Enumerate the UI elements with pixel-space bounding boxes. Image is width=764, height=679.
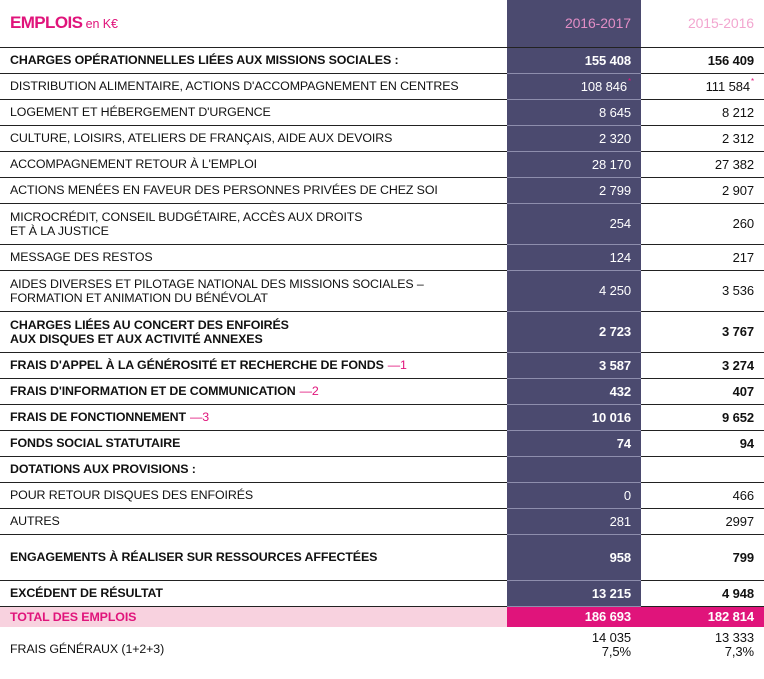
value-previous: 2 312 bbox=[641, 125, 764, 151]
value-previous: 217 bbox=[641, 244, 764, 270]
row-label: EXCÉDENT DE RÉSULTAT bbox=[0, 580, 507, 606]
footnote-marker: * bbox=[627, 76, 631, 86]
value-previous: 156 409 bbox=[641, 47, 764, 73]
table-row bbox=[0, 73, 764, 99]
column-header-current: 2016-2017 bbox=[564, 15, 631, 32]
table-row bbox=[0, 47, 764, 73]
value-previous bbox=[641, 456, 764, 482]
row-label: CHARGES OPÉRATIONNELLES LIÉES AUX MISSIONS SOCIALES : bbox=[0, 47, 507, 73]
value-current: 0 bbox=[507, 482, 641, 508]
value-current: 108 846 bbox=[580, 78, 627, 94]
table-row bbox=[0, 508, 764, 534]
value-current: 2 799 bbox=[507, 177, 641, 203]
table-row bbox=[0, 151, 764, 177]
value-current: 3 587 bbox=[507, 352, 641, 378]
row-label: LOGEMENT ET HÉBERGEMENT D'URGENCE bbox=[0, 99, 507, 125]
value-current: 124 bbox=[507, 244, 641, 270]
row-label: AUTRES bbox=[0, 508, 507, 534]
value-previous: 2997 bbox=[641, 508, 764, 534]
value-current: 13 215 bbox=[507, 580, 641, 606]
table-row bbox=[0, 311, 764, 352]
table-row bbox=[0, 177, 764, 203]
general-costs-current-pct: 7,5% bbox=[601, 644, 631, 659]
table-row bbox=[0, 352, 764, 378]
value-previous: 4 948 bbox=[641, 580, 764, 606]
general-costs-current: 14 035 bbox=[591, 630, 631, 645]
row-label-line2: FORMATION ET ANIMATION DU BÉNÉVOLAT bbox=[10, 290, 268, 305]
table-row bbox=[0, 580, 764, 606]
general-costs-label: FRAIS GÉNÉRAUX (1+2+3) bbox=[10, 642, 165, 656]
table-row bbox=[0, 534, 764, 580]
reference-number: —3 bbox=[190, 410, 210, 424]
row-label-line2: AUX DISQUES ET AUX ACTIVITÉ ANNEXES bbox=[10, 331, 263, 346]
value-previous: 260 bbox=[641, 203, 764, 244]
value-current bbox=[507, 456, 641, 482]
value-previous: 407 bbox=[641, 378, 764, 404]
row-label: ACCOMPAGNEMENT RETOUR À L'EMPLOI bbox=[0, 151, 507, 177]
row-label: CULTURE, LOISIRS, ATELIERS DE FRANÇAIS, AIDE AUX DEVOIRS bbox=[0, 125, 507, 151]
general-costs-row bbox=[0, 627, 764, 671]
value-current: 28 170 bbox=[507, 151, 641, 177]
column-header-previous: 2015-2016 bbox=[687, 15, 754, 32]
row-label: FONDS SOCIAL STATUTAIRE bbox=[0, 430, 507, 456]
row-label: AIDES DIVERSES ET PILOTAGE NATIONAL DES MISSIONS SOCIALES – bbox=[10, 276, 424, 291]
total-current: 186 693 bbox=[507, 606, 641, 627]
value-previous: 466 bbox=[641, 482, 764, 508]
total-previous: 182 814 bbox=[641, 606, 764, 627]
row-label: ACTIONS MENÉES EN FAVEUR DES PERSONNES PRIVÉES DE CHEZ SOI bbox=[0, 177, 507, 203]
value-current: 254 bbox=[507, 203, 641, 244]
row-label: ENGAGEMENTS À RÉALISER SUR RESSOURCES AFFECTÉES bbox=[0, 534, 507, 580]
total-row bbox=[0, 606, 764, 627]
value-previous: 2 907 bbox=[641, 177, 764, 203]
value-current: 10 016 bbox=[507, 404, 641, 430]
value-previous: 799 bbox=[641, 534, 764, 580]
row-label: FRAIS D'APPEL À LA GÉNÉROSITÉ ET RECHERCHE DE FONDS bbox=[10, 358, 384, 372]
value-previous: 27 382 bbox=[641, 151, 764, 177]
value-current: 8 645 bbox=[507, 99, 641, 125]
row-label-line2: ET À LA JUSTICE bbox=[10, 223, 109, 238]
table-row bbox=[0, 203, 764, 244]
value-current: 4 250 bbox=[507, 270, 641, 311]
table-row bbox=[0, 99, 764, 125]
value-current: 74 bbox=[507, 430, 641, 456]
reference-number: —1 bbox=[387, 358, 407, 372]
general-costs-previous: 13 333 bbox=[714, 630, 754, 645]
table-row bbox=[0, 244, 764, 270]
value-previous: 3 536 bbox=[641, 270, 764, 311]
row-label: DOTATIONS AUX PROVISIONS : bbox=[0, 456, 507, 482]
general-costs-previous-pct: 7,3% bbox=[724, 644, 754, 659]
value-previous: 3 767 bbox=[641, 311, 764, 352]
value-current: 958 bbox=[507, 534, 641, 580]
row-label: FRAIS DE FONCTIONNEMENT bbox=[10, 410, 186, 424]
value-current: 2 320 bbox=[507, 125, 641, 151]
footnote-marker: * bbox=[750, 76, 754, 86]
value-current: 2 723 bbox=[507, 311, 641, 352]
row-label: CHARGES LIÉES AU CONCERT DES ENFOIRÉS bbox=[10, 317, 289, 332]
table-title: EMPLOIS bbox=[10, 13, 83, 33]
table-row bbox=[0, 482, 764, 508]
table-row bbox=[0, 456, 764, 482]
table-row bbox=[0, 270, 764, 311]
reference-number: —2 bbox=[299, 384, 319, 398]
value-current: 432 bbox=[507, 378, 641, 404]
table-row bbox=[0, 430, 764, 456]
unit-label: en K€ bbox=[85, 17, 118, 32]
value-previous: 9 652 bbox=[641, 404, 764, 430]
row-label: MICROCRÉDIT, CONSEIL BUDGÉTAIRE, ACCÈS AUX DROITS bbox=[10, 209, 363, 224]
table-row bbox=[0, 404, 764, 430]
row-label: MESSAGE DES RESTOS bbox=[0, 244, 507, 270]
table-row bbox=[0, 378, 764, 404]
row-label: FRAIS D'INFORMATION ET DE COMMUNICATION bbox=[10, 384, 296, 398]
row-label: DISTRIBUTION ALIMENTAIRE, ACTIONS D'ACCOMPAGNEMENT EN CENTRES bbox=[0, 73, 507, 99]
row-label: POUR RETOUR DISQUES DES ENFOIRÉS bbox=[0, 482, 507, 508]
value-previous: 111 584 bbox=[705, 78, 750, 94]
value-current: 281 bbox=[507, 508, 641, 534]
value-current: 155 408 bbox=[507, 47, 641, 73]
header-row bbox=[0, 0, 764, 47]
value-previous: 3 274 bbox=[641, 352, 764, 378]
value-previous: 8 212 bbox=[641, 99, 764, 125]
value-previous: 94 bbox=[641, 430, 764, 456]
table-row bbox=[0, 125, 764, 151]
total-label: TOTAL DES EMPLOIS bbox=[0, 606, 507, 627]
